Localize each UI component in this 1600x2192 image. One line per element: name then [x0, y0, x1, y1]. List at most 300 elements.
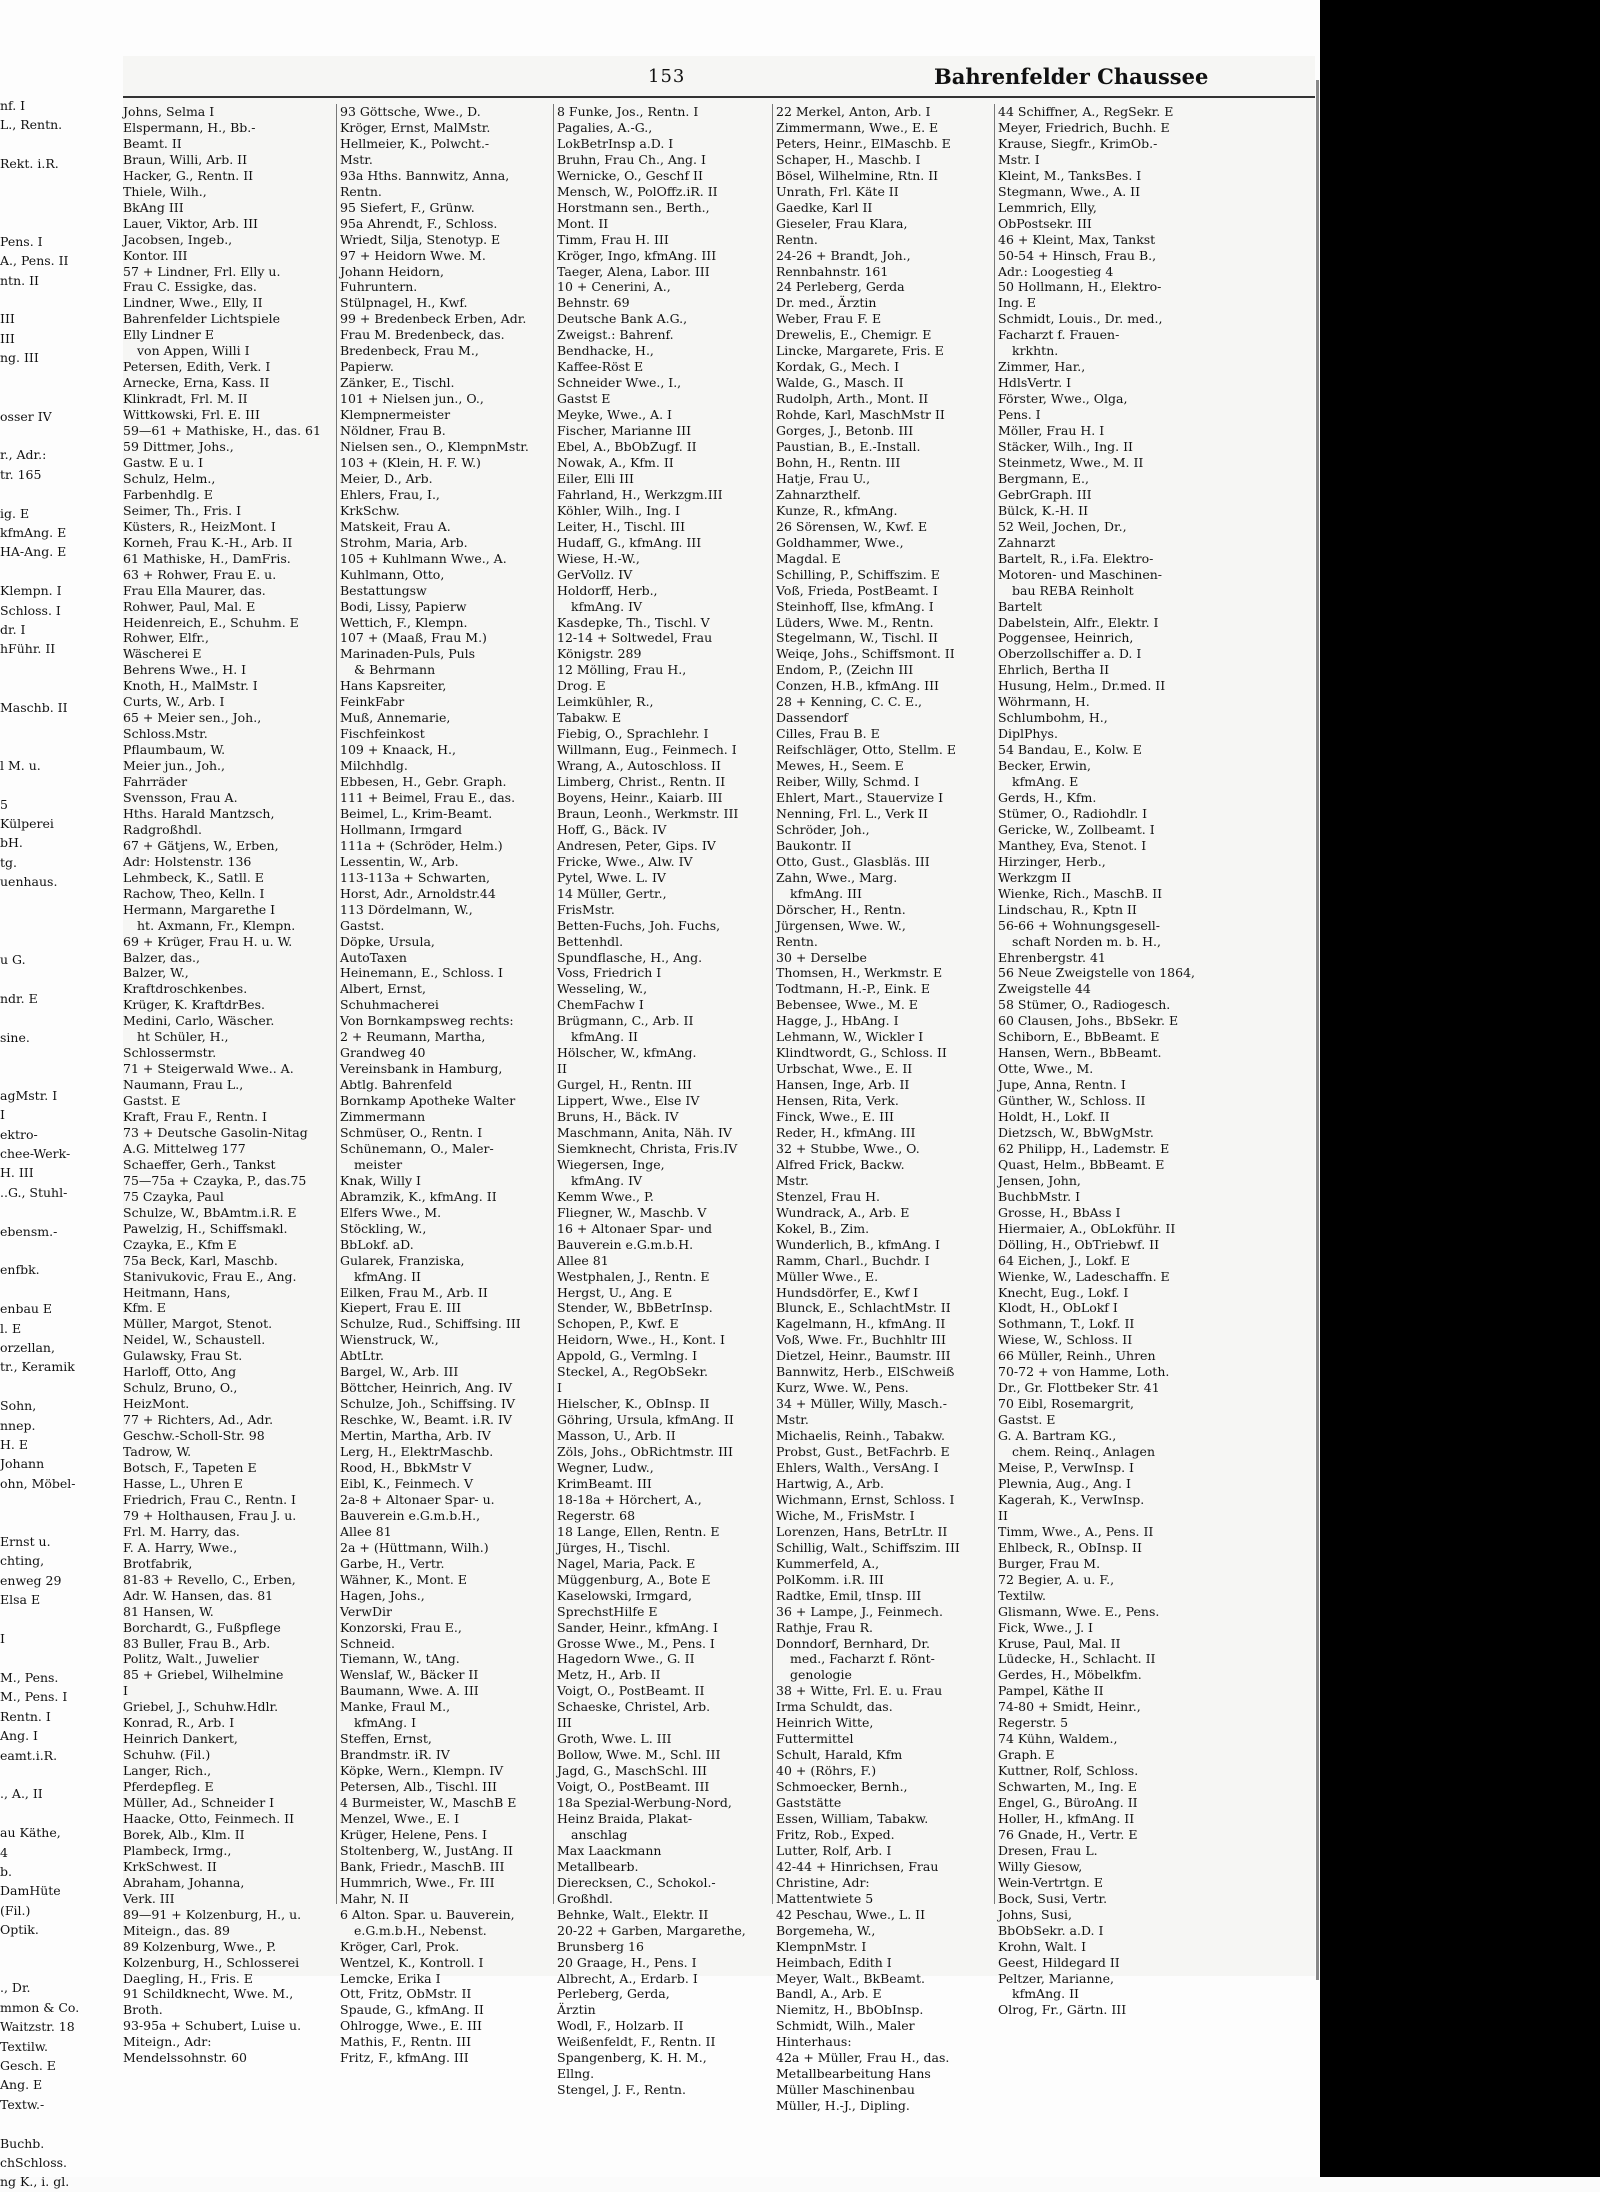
directory-entry: meister: [354, 1156, 403, 1172]
directory-entry: Müller, Margot, Stenot.: [123, 1316, 273, 1332]
column-divider: [336, 104, 337, 1904]
directory-entry: Schulze, Joh., Schiffsing. IV: [340, 1396, 515, 1412]
directory-entry: BkAng III: [123, 199, 184, 215]
directory-entry: 12-14 + Soltwedel, Frau: [557, 630, 713, 646]
directory-entry: Pytel, Wwe. L. IV: [557, 869, 666, 885]
directory-entry: Fritz, Rob., Exped.: [776, 1826, 895, 1842]
directory-entry: Voß, Frieda, PostBeamt. I: [776, 582, 938, 598]
previous-page-fragment: [0, 1493, 122, 1512]
directory-entry: Böttcher, Heinrich, Ang. IV: [340, 1380, 513, 1396]
directory-entry: Arnecke, Erna, Kass. II: [123, 375, 270, 391]
directory-entry: BbLokf. aD.: [340, 1236, 414, 1252]
directory-entry: 93 Göttsche, Wwe., D.: [340, 104, 481, 119]
previous-page-fragment: enfbk.: [0, 1262, 40, 1278]
previous-page-fragment: [0, 484, 122, 503]
directory-entry: Miteign., das. 89: [123, 1922, 230, 1938]
previous-page-fragment: DamHüte: [0, 1883, 61, 1899]
directory-entry: von Appen, Willi I: [137, 343, 250, 359]
directory-entry: Fischfeinkost: [340, 726, 425, 742]
directory-entry: Ohlrogge, Wwe., E. III: [340, 2018, 482, 2034]
directory-entry: Allee 81: [557, 1252, 609, 1268]
directory-entry: SprechstHilfe E: [557, 1603, 658, 1619]
directory-entry: Wentzel, K., Kontroll. I: [340, 1954, 484, 1970]
directory-entry: 18 Lange, Ellen, Rentn. E: [557, 1523, 720, 1539]
directory-entry: Eiler, Elli III: [557, 470, 634, 486]
previous-page-fragment: Ang. E: [0, 2077, 43, 2093]
previous-page-fragment: [0, 1047, 122, 1066]
directory-entry: Lüdecke, H., Schlacht. II: [998, 1651, 1156, 1667]
directory-entry: Zahnarzthelf.: [776, 486, 861, 502]
directory-entry: Geest, Hildegard II: [998, 1954, 1120, 1970]
directory-entry: Bandl, A., Arb. E: [776, 1986, 882, 2002]
directory-entry: Lorenzen, Hans, BetrLtr. II: [776, 1523, 948, 1539]
directory-entry: Paustian, B., E.-Install.: [776, 439, 921, 455]
directory-entry: Gieseler, Frau Klara,: [776, 215, 908, 231]
directory-entry: Frau Ella Maurer, das.: [123, 582, 266, 598]
directory-entry: 56 Neue Zweigstelle von 1864,: [998, 965, 1196, 981]
directory-entry: Ellng.: [557, 2066, 595, 2082]
directory-entry: Wähner, K., Mont. E: [340, 1571, 467, 1587]
directory-entry: Grosse Wwe., M., Pens. I: [557, 1635, 715, 1651]
previous-page-fragment: [0, 775, 122, 794]
directory-entry: Stanivukovic, Frau E., Ang.: [123, 1268, 297, 1284]
previous-page-fragment: [0, 1008, 122, 1027]
directory-entry: Kröger, Ingo, kfmAng. III: [557, 247, 717, 263]
directory-entry: Grosse, H., BbAss I: [998, 1204, 1121, 1220]
directory-entry: Jürgensen, Wwe. W.,: [776, 917, 906, 933]
directory-entry: Wiche, M., FrisMstr. I: [776, 1507, 915, 1523]
directory-entry: I: [557, 1380, 562, 1396]
directory-entry: ht. Axmann, Fr., Klempn.: [137, 917, 296, 933]
directory-entry: 60 Clausen, Johs., BbSekr. E: [998, 1013, 1179, 1029]
directory-entry: 52 Weil, Jochen, Dr.,: [998, 518, 1127, 534]
directory-entry: Stengel, J. F., Rentn.: [557, 2082, 686, 2098]
directory-entry: Stenzel, Frau H.: [776, 1188, 880, 1204]
directory-entry: Geschw.-Scholl-Str. 98: [123, 1428, 265, 1444]
directory-entry: AbtLtr.: [340, 1348, 384, 1364]
directory-entry: Hensen, Rita, Verk.: [776, 1093, 899, 1109]
directory-entry: Brotfabrik,: [123, 1555, 193, 1571]
previous-page-fragment: ng. III: [0, 350, 39, 366]
directory-entry: Wettich, F., Klempn.: [340, 614, 468, 630]
directory-entry: kfmAng. II: [1012, 1986, 1079, 2002]
previous-page-fragment: ., A., II: [0, 1786, 43, 1802]
directory-entry: Bruhn, Frau Ch., Ang. I: [557, 151, 706, 167]
previous-page-fragment: [0, 2114, 122, 2133]
directory-entry: Kaffee-Röst E: [557, 359, 644, 375]
page-edge-line: [1316, 80, 1319, 1980]
directory-entry: Dierecksen, C., Schokol.-: [557, 1874, 716, 1890]
previous-page-fragment: agMstr. I: [0, 1087, 58, 1103]
directory-entry: Verk. III: [123, 1890, 175, 1906]
directory-entry: Peltzer, Marianne,: [998, 1970, 1114, 1986]
directory-entry: Fuhruntern.: [340, 279, 418, 295]
directory-entry: Reschke, W., Beamt. i.R. IV: [340, 1412, 512, 1428]
directory-entry: Weber, Frau F. E: [776, 311, 882, 327]
directory-entry: Hudaff, G., kfmAng. III: [557, 534, 702, 550]
directory-entry: 70 Eibl, Rosemargrit,: [998, 1396, 1134, 1412]
previous-page-fragment: kfmAng. E: [0, 524, 67, 540]
directory-column-3: [557, 104, 773, 2098]
directory-entry: Schmüser, O., Rentn. I: [340, 1125, 483, 1140]
previous-page-fragment: M., Pens. I: [0, 1689, 68, 1705]
directory-entry: Schünemann, O., Maler-: [340, 1140, 494, 1156]
directory-entry: kfmAng. II: [571, 1029, 638, 1045]
directory-entry: Gerds, H., Kfm.: [998, 789, 1097, 805]
directory-entry: Christine, Adr:: [776, 1874, 870, 1890]
previous-page-fragment: Rentn. I: [0, 1708, 51, 1724]
directory-entry: Klindtwordt, G., Schloss. II: [776, 1045, 947, 1061]
directory-entry: 42 Peschau, Wwe., L. II: [776, 1906, 926, 1922]
previous-page-fragment: osser IV: [0, 408, 52, 424]
directory-entry: chem. Reinq., Anlagen: [1012, 1444, 1156, 1460]
directory-entry: kfmAng. E: [1012, 774, 1079, 790]
directory-entry: Döpke, Ursula,: [340, 933, 435, 949]
directory-entry: Bornkamp Apotheke Walter: [340, 1093, 516, 1109]
directory-entry: Pagalies, A.-G.,: [557, 119, 653, 135]
previous-page-fragment: III: [0, 330, 15, 346]
directory-entry: Rohwer, Paul, Mal. E: [123, 598, 256, 614]
previous-page-fragment: [0, 426, 122, 445]
directory-entry: Stegmann, Wwe., A. II: [998, 183, 1141, 199]
previous-page-fragment: dr. I: [0, 621, 26, 637]
previous-page-fragment: tr., Keramik: [0, 1359, 75, 1375]
directory-entry: Meier jun., Joh.,: [123, 758, 225, 774]
directory-entry: 28 + Kenning, C. C. E.,: [776, 694, 923, 710]
street-heading: Bahrenfelder Chaussee: [934, 64, 1209, 89]
previous-page-fragment: ntn. II: [0, 272, 39, 288]
directory-entry: Oberzollschiffer a. D. I: [998, 646, 1142, 662]
directory-entry: GebrGraph. III: [998, 486, 1092, 502]
directory-entry: 24-26 + Brandt, Joh.,: [776, 247, 911, 263]
directory-entry: Borek, Alb., Klm. II: [123, 1826, 245, 1842]
directory-entry: Müller Wwe., E.: [776, 1268, 879, 1284]
directory-entry: Baukontr. II: [776, 837, 852, 853]
directory-entry: Hths. Harald Mantzsch,: [123, 805, 275, 821]
directory-entry: Lincke, Margarete, Fris. E: [776, 343, 944, 359]
directory-entry: Steinmetz, Wwe., M. II: [998, 454, 1144, 470]
directory-entry: Rennbahnstr. 161: [776, 263, 889, 279]
directory-entry: Kröger, Carl, Prok.: [340, 1938, 460, 1954]
directory-entry: Hagen, Johs.,: [340, 1587, 425, 1603]
directory-entry: Zimmer, Har.,: [998, 359, 1086, 375]
directory-entry: Leiter, H., Tischl. III: [557, 518, 686, 534]
directory-entry: Siemknecht, Christa, Fris.IV: [557, 1140, 738, 1156]
directory-entry: Nowak, A., Kfm. II: [557, 454, 674, 470]
directory-entry: Adr.: Loogestieg 4: [998, 263, 1114, 279]
directory-entry: Burger, Frau M.: [998, 1555, 1101, 1571]
directory-entry: Zweigstelle 44: [998, 981, 1091, 997]
directory-entry: 20 Graage, H., Pens. I: [557, 1954, 697, 1970]
directory-entry: 46 + Kleint, Max, Tankst: [998, 231, 1156, 247]
directory-entry: PolKomm. i.R. III: [776, 1571, 884, 1587]
directory-entry: Matskeit, Frau A.: [340, 518, 451, 534]
directory-entry: F. A. Harry, Wwe.,: [123, 1539, 238, 1555]
directory-entry: Schmidt, Louis., Dr. med.,: [998, 311, 1163, 327]
directory-entry: 50-54 + Hinsch, Frau B.,: [998, 247, 1157, 263]
directory-entry: VerwDir: [340, 1603, 392, 1619]
directory-entry: 2a + (Hüttmann, Wilh.): [340, 1539, 489, 1555]
directory-entry: Hellmeier, K., Polwcht.-: [340, 135, 490, 151]
directory-entry: 20-22 + Garben, Margarethe,: [557, 1922, 746, 1938]
directory-entry: Ehlbeck, R., ObInsp. II: [998, 1539, 1142, 1555]
directory-entry: Curts, W., Arb. I: [123, 694, 225, 710]
directory-entry: Politz, Walt., Juwelier: [123, 1651, 259, 1667]
directory-entry: Schillig, Walt., Schiffszim. III: [776, 1539, 960, 1555]
directory-entry: Fricke, Wwe., Alw. IV: [557, 853, 693, 869]
directory-entry: 73 + Deutsche Gasolin-Nitag: [123, 1125, 308, 1140]
directory-entry: Schilling, P., Schiffszim. E: [776, 566, 940, 582]
previous-page-fragment: [0, 1377, 122, 1396]
directory-entry: Boyens, Heinr., Kaiarb. III: [557, 789, 723, 805]
directory-entry: Betten-Fuchs, Joh. Fuchs,: [557, 917, 721, 933]
directory-entry: Dietzel, Heinr., Baumstr. III: [776, 1348, 951, 1364]
previous-page-fragment: eamt.i.R.: [0, 1747, 58, 1763]
directory-entry: Stoltenberg, W., JustAng. II: [340, 1842, 513, 1858]
previous-page-fragment: [0, 736, 122, 755]
directory-entry: Horst, Adr., Arnoldstr.44: [340, 885, 496, 901]
directory-entry: 113 Dördelmann, W.,: [340, 901, 473, 917]
directory-entry: 34 + Müller, Willy, Masch.-: [776, 1396, 948, 1412]
directory-entry: Manke, Fraul M.,: [340, 1699, 451, 1715]
directory-entry: Schneid.: [340, 1635, 396, 1651]
directory-entry: Brügmann, C., Arb. II: [557, 1013, 694, 1029]
directory-entry: Müller, H.-J., Dipling.: [776, 2098, 910, 2114]
previous-page-fragment: ..G., Stuhl-: [0, 1184, 68, 1200]
directory-entry: Heidenreich, E., Schuhm. E: [123, 614, 299, 630]
directory-entry: Ramm, Charl., Buchdr. I: [776, 1252, 930, 1268]
directory-entry: Bülck, K.-H. II: [998, 502, 1089, 518]
directory-entry: AutoTaxen: [340, 949, 407, 965]
directory-entry: Meyer, Friedrich, Buchh. E: [998, 119, 1170, 135]
directory-entry: Drewelis, E., Chemigr. E: [776, 327, 932, 343]
directory-entry: Thiele, Wilh.,: [123, 183, 207, 199]
directory-entry: Glismann, Wwe. E., Pens.: [998, 1603, 1160, 1619]
previous-page-fragment: Textw.-: [0, 2096, 45, 2112]
directory-entry: Wiegersen, Inge,: [557, 1156, 665, 1172]
directory-entry: Wriedt, Silja, Stenotyp. E: [340, 231, 501, 247]
directory-entry: Kuttner, Rolf, Schloss.: [998, 1763, 1139, 1779]
directory-entry: Haacke, Otto, Feinmech. II: [123, 1810, 295, 1826]
previous-page-fragment: I: [0, 1107, 5, 1123]
directory-entry: Voss, Friedrich I: [557, 965, 662, 981]
directory-entry: Bodi, Lissy, Papierw: [340, 598, 467, 614]
directory-entry: 22 Merkel, Anton, Arb. I: [776, 104, 931, 119]
directory-entry: Gastst. E: [123, 1093, 181, 1109]
directory-entry: Königstr. 289: [557, 646, 642, 662]
directory-entry: Behrens Wwe., H. I: [123, 662, 247, 678]
directory-entry: Johns, Selma I: [123, 104, 215, 119]
directory-entry: Allee 81: [340, 1523, 392, 1539]
directory-entry: Klodt, H., ObLokf I: [998, 1300, 1118, 1316]
directory-entry: Abramzik, K., kfmAng. II: [340, 1188, 497, 1204]
directory-entry: Blunck, E., SchlachtMstr. II: [776, 1300, 951, 1316]
directory-entry: 66 Müller, Reinh., Uhren: [998, 1348, 1156, 1364]
directory-entry: Lehmbeck, K., Satll. E: [123, 869, 264, 885]
directory-entry: Weiqe, Johs., Schiffsmont. II: [776, 646, 955, 662]
directory-entry: 2a-8 + Altonaer Spar- u.: [340, 1491, 495, 1507]
directory-entry: Kordak, G., Mech. I: [776, 359, 900, 375]
directory-entry: Zahnarzt: [998, 534, 1056, 550]
previous-page-fragment: [0, 212, 122, 231]
directory-entry: Schopen, P., Kwf. E: [557, 1316, 679, 1332]
previous-page-edge: [0, 96, 122, 2190]
previous-page-fragment: ebensm.-: [0, 1223, 58, 1239]
directory-entry: 16 + Altonaer Spar- und: [557, 1220, 713, 1236]
directory-entry: Heinz Braida, Plakat-: [557, 1810, 693, 1826]
directory-entry: Hiermaier, A., ObLokführ. II: [998, 1220, 1176, 1236]
directory-entry: 62 Philipp, H., Lademstr. E: [998, 1140, 1170, 1156]
directory-entry: Unrath, Frl. Käte II: [776, 183, 899, 199]
directory-entry: Wein-Vertrtgn. E: [998, 1874, 1103, 1890]
directory-entry: Magdal. E: [776, 550, 841, 566]
directory-entry: Wichmann, Ernst, Schloss. I: [776, 1491, 955, 1507]
directory-entry: Zimmermann, Wwe., E. E: [776, 119, 939, 135]
directory-entry: Baumann, Wwe. A. III: [340, 1683, 479, 1699]
previous-page-fragment: Waitzstr. 18: [0, 2019, 75, 2035]
directory-entry: Hatje, Frau U.,: [776, 470, 871, 486]
directory-entry: Kleint, M., TanksBes. I: [998, 167, 1142, 183]
directory-entry: Jacobsen, Ingeb.,: [123, 231, 233, 247]
directory-entry: Hundsdörfer, E., Kwf I: [776, 1284, 919, 1300]
previous-page-fragment: H. III: [0, 1165, 34, 1181]
directory-entry: Steffen, Ernst,: [340, 1731, 432, 1747]
directory-entry: 26 Sörensen, W., Kwf. E: [776, 518, 928, 534]
directory-entry: Voigt, O., PostBeamt. II: [557, 1683, 705, 1699]
directory-entry: Groth, Wwe. L. III: [557, 1731, 672, 1747]
directory-entry: Köpke, Wern., Klempn. IV: [340, 1763, 504, 1779]
directory-entry: Zweigst.: Bahrenf.: [557, 327, 674, 343]
directory-entry: Heitmann, Hans,: [123, 1284, 231, 1300]
directory-entry: Lindschau, R., Kptn II: [998, 901, 1137, 917]
directory-entry: Abraham, Johanna,: [123, 1874, 245, 1890]
directory-entry: Griebel, J., Schuhw.Hdlr.: [123, 1699, 279, 1715]
directory-entry: 69 + Krüger, Frau H. u. W.: [123, 933, 293, 949]
directory-entry: Johns, Susi,: [998, 1906, 1072, 1922]
scan-border-right: [1320, 0, 1600, 2177]
directory-entry: Engel, G., BüroAng. II: [998, 1795, 1138, 1811]
directory-entry: Spaude, G., kfmAng. II: [340, 2002, 484, 2018]
directory-entry: Borchardt, G., Fußpflege: [123, 1619, 281, 1635]
directory-entry: Ehlers, Frau, I.,: [340, 486, 440, 502]
directory-entry: Klinkradt, Frl. M. II: [123, 391, 248, 407]
directory-entry: kfmAng. IV: [571, 598, 643, 614]
directory-entry: 24 Perleberg, Gerda: [776, 279, 905, 295]
previous-page-fragment: [0, 193, 122, 212]
directory-entry: Broth.: [123, 2002, 163, 2018]
directory-entry: Fick, Wwe., J. I: [998, 1619, 1093, 1635]
directory-entry: Lutter, Rolf, Arb. I: [776, 1842, 892, 1858]
directory-entry: Fahrräder: [123, 774, 188, 790]
directory-entry: Manthey, Eva, Stenot. I: [998, 837, 1147, 853]
directory-entry: Jensen, John,: [998, 1172, 1081, 1188]
directory-entry: Schulz, Bruno, O.,: [123, 1380, 238, 1396]
directory-entry: 18-18a + Hörchert, A.,: [557, 1491, 702, 1507]
directory-entry: ChemFachw I: [557, 997, 644, 1013]
directory-entry: Behnke, Walt., Elektr. II: [557, 1906, 709, 1922]
previous-page-fragment: [0, 678, 122, 697]
directory-entry: Mendelssohnstr. 60: [123, 2050, 247, 2066]
directory-entry: Behnstr. 69: [557, 295, 630, 311]
directory-entry: Bank, Friedr., MaschB. III: [340, 1858, 505, 1874]
directory-entry: Daegling, H., Fris. E: [123, 1970, 253, 1986]
directory-entry: Seimer, Th., Fris. I: [123, 502, 242, 518]
directory-entry: Bredenbeck, Frau M.,: [340, 343, 479, 359]
previous-page-fragment: [0, 911, 122, 930]
directory-entry: 72 Begier, A. u. F.,: [998, 1571, 1115, 1587]
directory-entry: Konzorski, Frau E.,: [340, 1619, 462, 1635]
directory-entry: Kontor. III: [123, 247, 188, 263]
directory-entry: Olrog, Fr., Gärtn. III: [998, 2002, 1127, 2018]
directory-entry: Kokel, B., Zim.: [776, 1220, 870, 1236]
directory-entry: Wodl, F., Holzarb. II: [557, 2018, 684, 2034]
directory-entry: Bruns, H., Bäck. IV: [557, 1109, 679, 1125]
directory-entry: KrimBeamt. III: [557, 1475, 652, 1491]
previous-page-fragment: [0, 562, 122, 581]
directory-entry: Stülpnagel, H., Kwf.: [340, 295, 468, 311]
directory-entry: Mahr, N. II: [340, 1890, 409, 1906]
directory-entry: Facharzt f. Frauen-: [998, 327, 1120, 343]
directory-entry: Schwarten, M., Ing. E: [998, 1779, 1137, 1795]
directory-entry: Nielsen sen., O., KlempnMstr.: [340, 439, 529, 455]
previous-page-fragment: uenhaus.: [0, 874, 58, 890]
directory-entry: Stöckling, W.,: [340, 1220, 427, 1236]
directory-entry: Hagedorn Wwe., G. II: [557, 1651, 695, 1667]
previous-page-fragment: ., Dr.: [0, 1980, 31, 1996]
directory-entry: Irma Schuldt, das.: [776, 1699, 893, 1715]
directory-entry: Krüger, K. KraftdrBes.: [123, 997, 265, 1013]
directory-entry: Mewes, H., Seem. E: [776, 758, 904, 774]
previous-page-fragment: ektro-: [0, 1126, 38, 1142]
directory-entry: Mstr. I: [998, 151, 1040, 167]
directory-entry: Bargel, W., Arb. III: [340, 1364, 459, 1380]
directory-entry: Stümer, O., Radiohdlr. I: [998, 805, 1148, 821]
previous-page-fragment: l. E: [0, 1320, 22, 1336]
directory-entry: Wundrack, A., Arb. E: [776, 1204, 910, 1220]
directory-entry: Balzer, das.,: [123, 949, 200, 965]
previous-page-fragment: tg.: [0, 854, 17, 870]
previous-page-fragment: 5: [0, 796, 8, 812]
directory-entry: Schmoecker, Bernh.,: [776, 1779, 908, 1795]
directory-entry: Schuhw. (Fil.): [123, 1747, 211, 1763]
directory-entry: 6 Alton. Spar. u. Bauverein,: [340, 1906, 515, 1922]
directory-entry: GerVollz. IV: [557, 566, 633, 582]
directory-entry: Steinhoff, Ilse, kfmAng. I: [776, 598, 934, 614]
directory-entry: Spangenberg, K. H. M.,: [557, 2050, 707, 2066]
directory-entry: 93-95a + Schubert, Luise u.: [123, 2018, 302, 2034]
directory-entry: Wienke, W., Ladeschaffn. E: [998, 1268, 1170, 1284]
directory-entry: 65 + Meier sen., Joh.,: [123, 710, 262, 726]
previous-page-fragment: [0, 1649, 122, 1668]
directory-entry: Schneider Wwe., I.,: [557, 375, 682, 391]
directory-entry: Kfm. E: [123, 1300, 166, 1316]
directory-entry: Max Laackmann: [557, 1842, 662, 1858]
directory-entry: Konrad, R., Arb. I: [123, 1715, 235, 1731]
directory-entry: Goldhammer, Wwe.,: [776, 534, 904, 550]
previous-page-fragment: Külperei: [0, 816, 54, 832]
directory-entry: Pferdepfleg. E: [123, 1779, 214, 1795]
previous-page-fragment: L., Rentn.: [0, 117, 63, 133]
previous-page-fragment: 4: [0, 1844, 8, 1860]
directory-entry: Dölling, H., ObTriebwf. II: [998, 1236, 1160, 1252]
directory-entry: Willy Giesow,: [998, 1858, 1083, 1874]
directory-entry: Langer, Rich.,: [123, 1763, 212, 1779]
directory-entry: 95 Siefert, F., Grünw.: [340, 199, 475, 215]
directory-entry: BuchbMstr. I: [998, 1188, 1081, 1204]
directory-entry: Michaelis, Reinh., Tabakw.: [776, 1428, 945, 1444]
directory-entry: Futtermittel: [776, 1731, 854, 1747]
previous-page-fragment: Sohn,: [0, 1398, 37, 1414]
